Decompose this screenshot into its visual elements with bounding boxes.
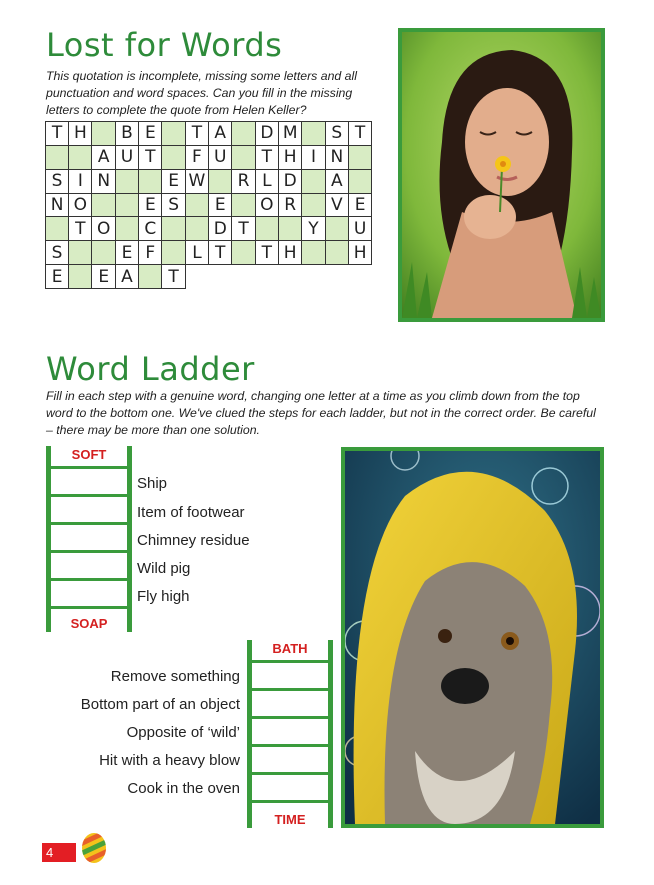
grid-letter-cell: O (91, 216, 116, 241)
grid-letter-cell: D (278, 169, 303, 194)
grid-letter-cell: L (255, 169, 280, 194)
ladder-two-clue: Bottom part of an object (80, 696, 240, 713)
grid-empty-cell[interactable] (208, 169, 233, 194)
grid-empty-cell[interactable] (301, 169, 326, 194)
grid-row (46, 122, 372, 146)
grid-letter-cell: E (91, 264, 116, 289)
grid-letter-cell: Y (301, 216, 326, 241)
ladder-rung (247, 744, 333, 747)
grid-letter-cell: E (161, 169, 186, 194)
ladder-one-clue: Wild pig (137, 560, 191, 577)
grid-letter-cell: O (68, 193, 93, 218)
ladder-rung (247, 772, 333, 775)
grid-letter-cell: T (255, 240, 280, 265)
ladder-two-clue: Remove something (110, 668, 240, 685)
grid-letter-cell: S (45, 169, 70, 194)
grid-letter-cell: T (45, 121, 70, 146)
grid-row (46, 170, 372, 194)
grid-empty-cell[interactable] (138, 169, 163, 194)
grid-letter-cell: T (255, 145, 280, 170)
ladder-rung (247, 688, 333, 691)
grid-empty-cell[interactable] (301, 193, 326, 218)
grid-letter-cell: D (255, 121, 280, 146)
grid-letter-cell: T (138, 145, 163, 170)
grid-letter-cell: V (325, 193, 350, 218)
ladder-two-clue: Hit with a heavy blow (99, 752, 240, 769)
ladder-rung (46, 578, 132, 581)
ladder-two-clue: Opposite of ‘wild’ (126, 724, 240, 741)
ladder-bottom-word: SOAP (70, 616, 108, 631)
grid-empty-cell[interactable] (91, 121, 116, 146)
grid-empty-cell[interactable] (161, 121, 186, 146)
grid-letter-cell: T (208, 240, 233, 265)
grid-letter-cell: A (325, 169, 350, 194)
grid-row (46, 194, 372, 218)
grid-letter-cell: S (161, 193, 186, 218)
grid-letter-cell: T (161, 264, 186, 289)
easter-egg-icon (80, 830, 108, 864)
grid-empty-cell[interactable] (115, 169, 140, 194)
grid-letter-cell: S (325, 121, 350, 146)
ladder-rung (46, 466, 132, 469)
grid-empty-cell[interactable] (115, 193, 140, 218)
lost-for-words-title: Lost for Words (46, 26, 283, 64)
grid-empty-cell[interactable] (45, 145, 70, 170)
grid-letter-cell: H (278, 145, 303, 170)
grid-letter-cell: B (115, 121, 140, 146)
grid-empty-cell[interactable] (161, 240, 186, 265)
grid-letter-cell: E (208, 193, 233, 218)
grid-empty-cell[interactable] (348, 169, 373, 194)
grid-empty-cell[interactable] (45, 216, 70, 241)
grid-empty-cell[interactable] (325, 240, 350, 265)
ladder-rail-left (46, 446, 51, 632)
grid-letter-cell: H (68, 121, 93, 146)
ladder-two (247, 640, 333, 828)
grid-empty-cell[interactable] (301, 121, 326, 146)
ladder-bottom-word: TIME (274, 812, 306, 827)
woman-smelling-flower-photo (398, 28, 605, 322)
ladder-top-word: SOFT (71, 447, 107, 462)
grid-letter-cell: E (348, 193, 373, 218)
grid-row (46, 265, 372, 289)
grid-letter-cell: A (115, 264, 140, 289)
ladder-top-word: BATH (272, 641, 308, 656)
grid-empty-cell[interactable] (68, 264, 93, 289)
grid-empty-cell[interactable] (255, 216, 280, 241)
grid-letter-cell: A (91, 145, 116, 170)
ladder-rung (46, 606, 132, 609)
grid-letter-cell: I (68, 169, 93, 194)
grid-letter-cell: E (115, 240, 140, 265)
page-number: 4 (42, 843, 76, 862)
grid-row (46, 218, 372, 242)
grid-letter-cell: T (231, 216, 256, 241)
grid-row (46, 146, 372, 170)
grid-empty-cell[interactable] (91, 240, 116, 265)
grid-letter-cell: H (348, 240, 373, 265)
ladder-one (46, 446, 132, 632)
grid-letter-cell: T (185, 121, 210, 146)
grid-empty-cell[interactable] (68, 145, 93, 170)
grid-empty-cell[interactable] (185, 193, 210, 218)
ladder-one-clue: Ship (137, 475, 168, 492)
grid-row (46, 242, 372, 266)
ladder-rung (247, 716, 333, 719)
letter-grid (46, 122, 372, 289)
grid-letter-cell: E (45, 264, 70, 289)
grid-letter-cell: N (325, 145, 350, 170)
ladder-rung (46, 522, 132, 525)
grid-letter-cell: O (255, 193, 280, 218)
grid-empty-cell[interactable] (138, 264, 163, 289)
grid-letter-cell: S (45, 240, 70, 265)
grid-empty-cell[interactable] (115, 216, 140, 241)
word-ladder-intro: Fill in each step with a genuine word, changing one letter at a time as you climb down from the top word to the bottom one. We've clued the steps for each ladder, but not in the correct order. Be careful – there may be more than one solution. (46, 389, 596, 437)
grid-letter-cell: H (278, 240, 303, 265)
grid-letter-cell: E (138, 121, 163, 146)
grid-empty-cell[interactable] (301, 240, 326, 265)
ladder-rung (46, 494, 132, 497)
ladder-one-clue: Fly high (137, 588, 190, 605)
word-ladder-title: Word Ladder (46, 350, 255, 388)
grid-letter-cell: I (301, 145, 326, 170)
grid-letter-cell: E (138, 193, 163, 218)
ladder-rung (247, 800, 333, 803)
grid-letter-cell: D (208, 216, 233, 241)
dog-in-towel-photo (341, 447, 604, 828)
grid-empty-cell[interactable] (325, 216, 350, 241)
grid-empty-cell[interactable] (231, 121, 256, 146)
grid-letter-cell: T (68, 216, 93, 241)
grid-empty-cell[interactable] (68, 240, 93, 265)
grid-empty-cell[interactable] (231, 145, 256, 170)
grid-letter-cell: A (208, 121, 233, 146)
ladder-rail-right (127, 446, 132, 632)
grid-letter-cell: F (185, 145, 210, 170)
grid-letter-cell: N (91, 169, 116, 194)
grid-letter-cell: T (348, 121, 373, 146)
grid-empty-cell[interactable] (185, 216, 210, 241)
grid-empty-cell[interactable] (91, 193, 116, 218)
grid-letter-cell: U (115, 145, 140, 170)
grid-letter-cell: C (138, 216, 163, 241)
ladder-rung (46, 550, 132, 553)
ladder-one-clue: Item of footwear (137, 504, 245, 521)
grid-empty-cell[interactable] (161, 216, 186, 241)
grid-letter-cell: F (138, 240, 163, 265)
grid-letter-cell: U (348, 216, 373, 241)
grid-letter-cell: R (231, 169, 256, 194)
grid-empty-cell[interactable] (161, 145, 186, 170)
grid-empty-cell[interactable] (278, 216, 303, 241)
ladder-two-clue: Cook in the oven (127, 780, 240, 797)
grid-empty-cell[interactable] (348, 145, 373, 170)
grid-letter-cell: L (185, 240, 210, 265)
grid-letter-cell: W (185, 169, 210, 194)
ladder-rung (247, 660, 333, 663)
grid-empty-cell[interactable] (231, 240, 256, 265)
ladder-one-clue: Chimney residue (137, 532, 250, 549)
grid-letter-cell: U (208, 145, 233, 170)
grid-empty-cell[interactable] (231, 193, 256, 218)
grid-letter-cell: R (278, 193, 303, 218)
grid-letter-cell: M (278, 121, 303, 146)
lost-for-words-intro: This quotation is incomplete, missing some letters and all punctuation and word spaces. Can you fill in the missing letters to complete the quote from Helen Keller? (46, 69, 357, 117)
grid-letter-cell: N (45, 193, 70, 218)
